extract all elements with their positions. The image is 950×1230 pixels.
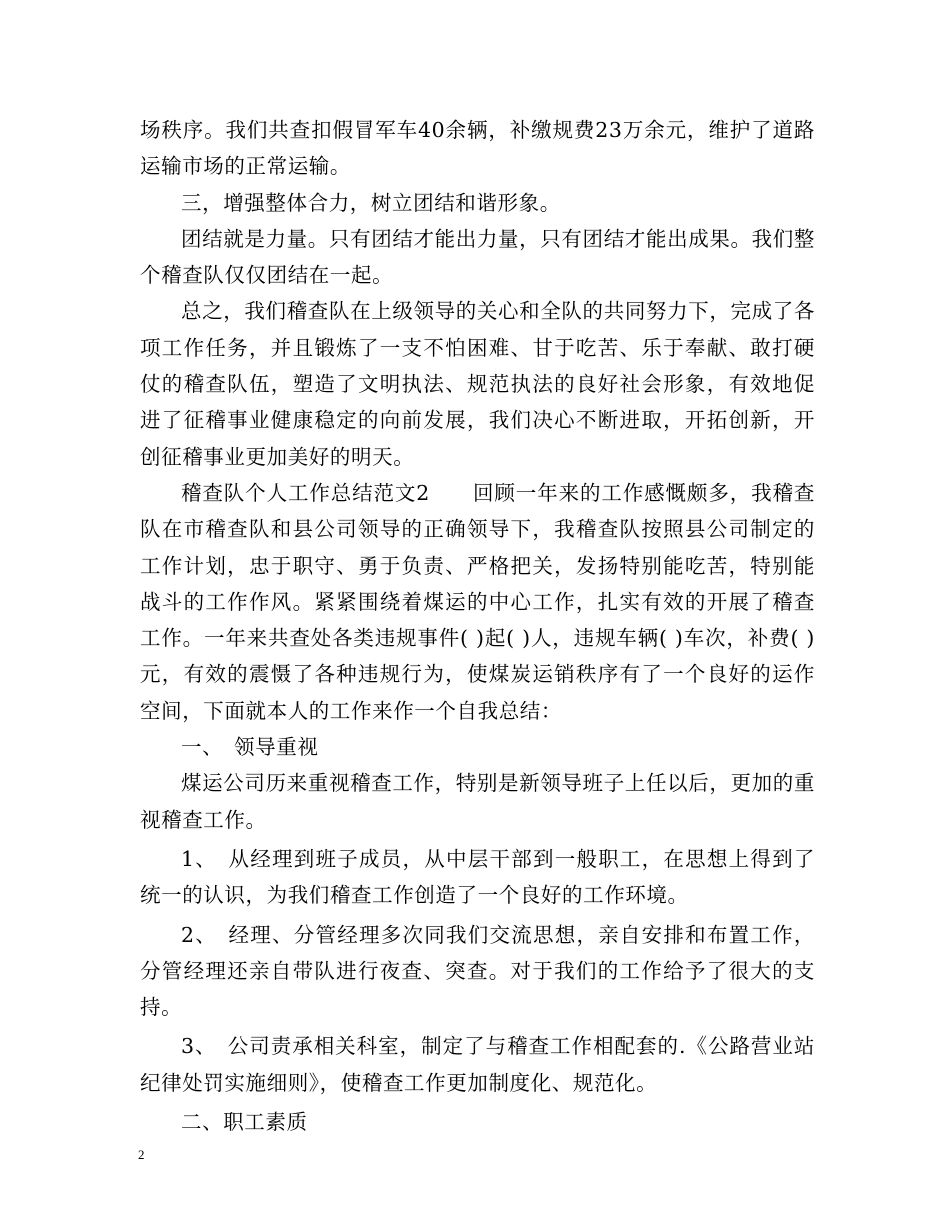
- document-body: [140, 112, 815, 1140]
- paragraph-6: 煤运公司历来重视稽查工作，特别是新领导班子上任以后，更加的重视稽查工作。: [140, 771, 815, 832]
- list-item-1: 1、 从经理到班子成员，从中层干部到一般职工，在思想上得到了统一的认识，为我们稽查工作创造了一个良好的工作环境。: [140, 846, 815, 908]
- paragraph-3: 团结就是力量。只有团结才能出力量，只有团结才能出成果。我们整个稽查队仅仅团结在一起。: [140, 226, 815, 288]
- paragraph-1: 场秩序。我们共查扣假冒军车40余辆，补缴规费23万余元，维护了道路运输市场的正常运输。: [140, 118, 815, 179]
- section-heading-staff-quality: 二、职工素质: [181, 1110, 308, 1135]
- paragraph-2: 三，增强整体合力，树立团结和谐形象。: [181, 190, 561, 215]
- list-item-2: 2、 经理、分管经理多次同我们交流思想，亲自安排和布置工作，分管经理还亲自带队进行夜查、突查。对于我们的工作给予了很大的支持。: [140, 922, 815, 1020]
- paragraph-5: 稽查队个人工作总结范文2 回顾一年来的工作感慨颇多，我稽查队在市稽查队和县公司领导的正确领导下，我稽查队按照县公司制定的工作计划，忠于职守、勇于负责、严格把关，发扬特别能吃苦，特别能战斗的工作作风。紧紧围绕着煤运的中心工作，扎实有效的开展了稽查工作。一年来共查处各类违规事件( )起( )人，违规车辆( )车次，补费( )元，有效的震慑了各种违规行为，使煤炭运销秩序有了一个良好的运作空间，下面就本人的工作来作一个自我总结：: [140, 480, 815, 723]
- section-heading-leadership: 一、 领导重视: [181, 735, 319, 760]
- list-item-3: 3、 公司责承相关科室，制定了与稽查工作相配套的.《公路营业站纪律处罚实施细则》，使稽查工作更加制度化、规范化。: [140, 1034, 815, 1095]
- page-number: 2: [138, 1147, 145, 1162]
- paragraph-4: 总之，我们稽查队在上级领导的关心和全队的共同努力下，完成了各项工作任务，并且锻炼了一支不怕困难、甘于吃苦、乐于奉献、敢打硬仗的稽查队伍，塑造了文明执法、规范执法的良好社会形象，有效地促进了征稽事业健康稳定的向前发展，我们决心不断进取，开拓创新，开创征稽事业更加美好的明天。: [140, 299, 815, 469]
